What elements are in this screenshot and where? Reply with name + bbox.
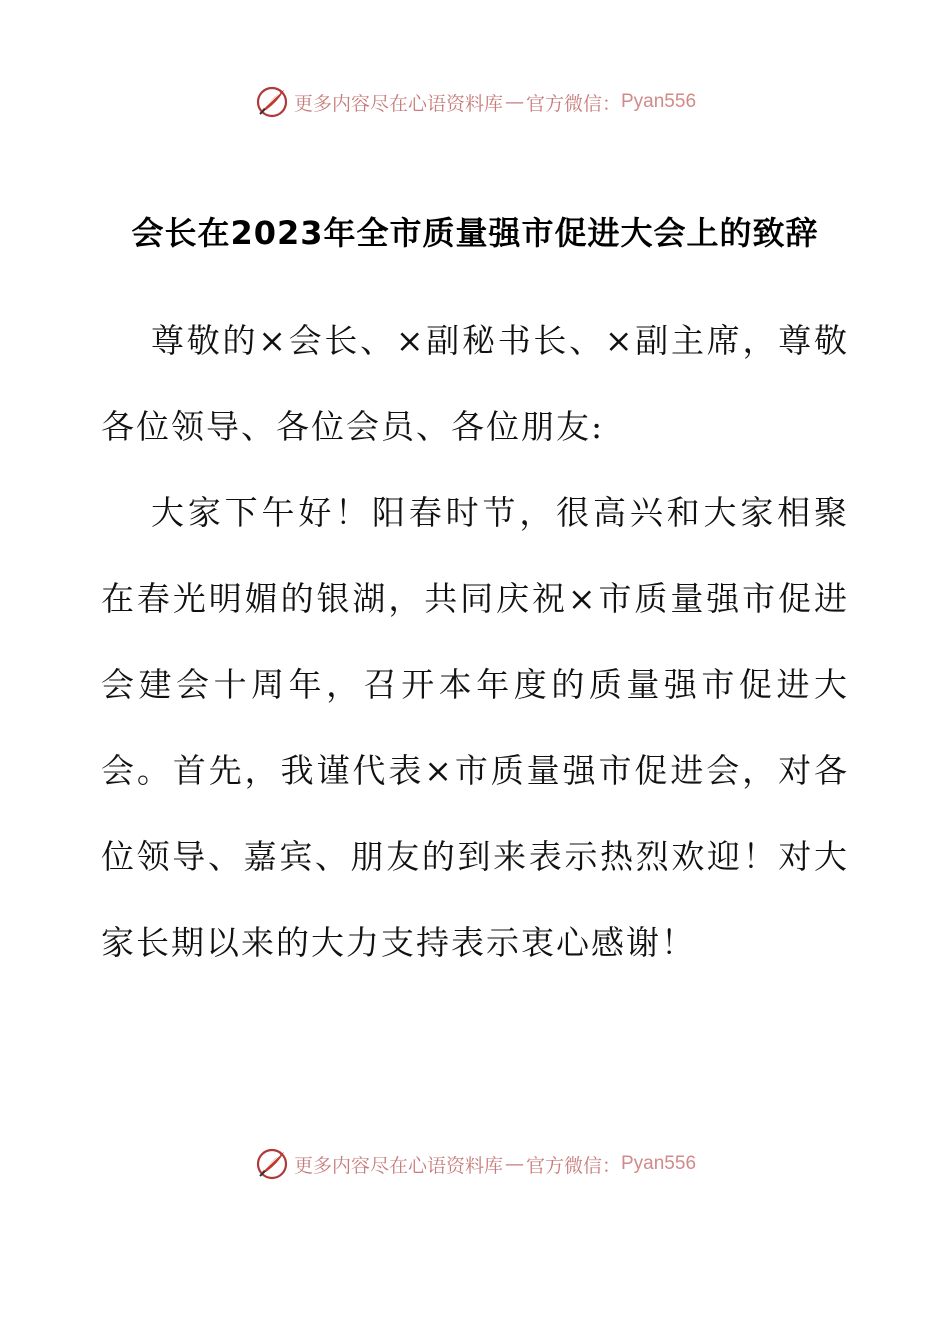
footer-wechat-label: 官方微信：: [525, 1154, 621, 1177]
header-banner: [0, 82, 950, 122]
header-slogan: 更多内容尽在心语资料库: [293, 92, 503, 115]
paragraph-greeting: 大家下午好！阳春时节，很高兴和大家相聚在春光明媚的银湖，共同庆祝×市质量强市促进会建会十周年，召开本年度的质量强市促进大会。首先，我谨代表×市质量强市促进会，对各位领导、嘉宾、朋友的到来表示热烈欢迎！对大家长期以来的大力支持表示衷心感谢！: [101, 493, 849, 962]
quill-pen-logo-icon: [254, 1146, 290, 1182]
footer-banner: [0, 1144, 950, 1184]
footer-wechat-id: Pyan556: [621, 1153, 697, 1174]
header-wechat-id: Pyan556: [621, 91, 697, 112]
header-wechat-label: 官方微信：: [525, 92, 621, 115]
header-dash: —: [504, 91, 524, 113]
footer-dash: —: [504, 1153, 524, 1175]
document-title: 会长在2023年全市质量强市促进大会上的致辞: [131, 214, 819, 252]
footer-slogan: 更多内容尽在心语资料库: [293, 1154, 503, 1177]
paragraph-salutation: 尊敬的×会长、×副秘书长、×副主席，尊敬各位领导、各位会员、各位朋友:: [101, 321, 849, 446]
document-body: [101, 298, 849, 986]
quill-pen-logo-icon: [254, 84, 290, 120]
